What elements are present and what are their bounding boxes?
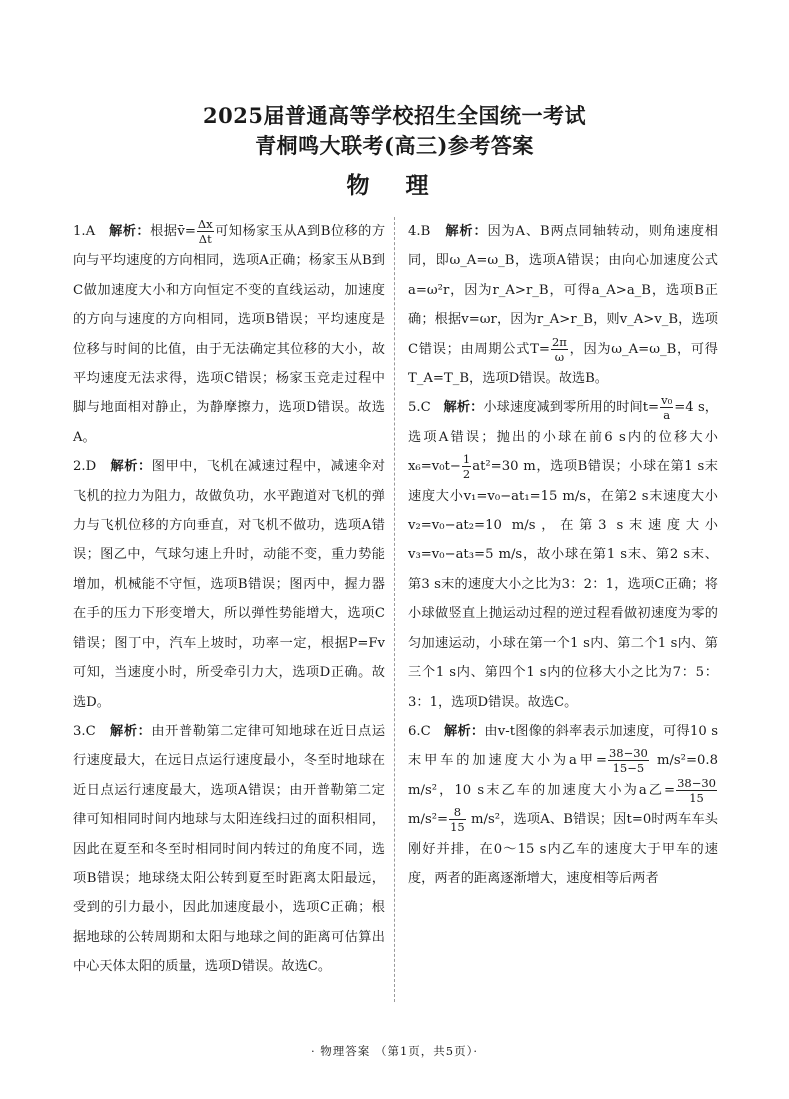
answer-text: 由v-t图像的斜率表示加速度，可得10 s末甲车的加速度大小为a甲= [408, 723, 718, 769]
fraction [449, 805, 466, 834]
analysis-label: 解析： [443, 400, 484, 416]
fraction [197, 217, 214, 246]
analysis-label: 解析： [444, 723, 485, 739]
answer-number: 1.A [73, 224, 96, 239]
numerator: 38−30 [677, 775, 716, 790]
answer-1 [73, 217, 385, 452]
exam-title: 2025届普通高等学校招生全国统一考试 [203, 103, 586, 128]
page-footer: · 物理答案 （第1页，共5页）· [310, 1044, 478, 1058]
fraction [462, 452, 471, 481]
subject-title: 物 理 [346, 172, 443, 199]
answer-2 [73, 452, 385, 717]
answer-number: 4.B [408, 224, 431, 239]
numerator: 8 [449, 805, 466, 820]
answer-text: =4 s，选项A错误；抛出的小球在前6 s内的位移大小x₆=v₀t− [408, 400, 718, 475]
answer-6 [408, 717, 718, 893]
fraction [608, 746, 649, 775]
denominator: Δt [198, 232, 212, 246]
denominator: 15 [689, 790, 704, 805]
numerator: 2π [551, 334, 567, 349]
answer-text: at²=30 m，选项B错误；小球在第1 s末速度大小v₁=v₀−at₁=15 m/s，在第2 s末速度大小v₂=v₀−at₂=10 m/s，在第3 s末速度大小v₃=v₀−at₃=5 m/s，故小球在第1 s末、第2 s末、第3 s末的速度大小之比为3：2：1，选项C正确；将小球做竖直上抛运动过程的逆过程看做初速度为零的匀加速运动，小球在第一个1 s内、第二个1 s内、第三个1 s内、第四个1 s内的位移大小之比为7：5：3：1，选项D错误。故选C。 [408, 459, 718, 710]
fraction [676, 776, 717, 805]
fraction [551, 335, 568, 364]
right-column [408, 217, 718, 893]
formula: v̄= [177, 224, 196, 239]
answer-5 [408, 393, 718, 716]
answer-text: 图甲中，飞机在减速过程中，减速伞对飞机的拉力为阻力，故做负功，水平跑道对飞机的弹力与飞机位移的方向垂直，对飞机不做功，选项A错误；图乙中，气球匀速上升时，动能不变，重力势能增加，机械能不守恒，选项B错误；图丙中，握力器在手的压力下形变增大，所以弹性势能增大，选项C错误；图丁中，汽车上坡时，功率一定，根据P=Fv可知，当速度小时，所受牵引力大，选项D正确。故选D。 [73, 459, 386, 710]
answer-number: 5.C [408, 400, 431, 416]
column-divider [394, 217, 395, 1002]
denominator: 2 [462, 467, 471, 482]
denominator: a [663, 408, 671, 423]
analysis-label: 解析： [110, 459, 152, 475]
denominator: 15−5 [612, 761, 645, 776]
answer-text: ，因为ω_A=ω_B，可得T_A=T_B，选项D错误。故选B。 [408, 341, 718, 387]
exam-subtitle: 青桐鸣大联考(高三)参考答案 [255, 133, 534, 158]
answer-text: 根据 [150, 224, 178, 239]
left-column [73, 217, 385, 982]
answer-text: m/s²= [408, 812, 449, 828]
answer-4 [408, 217, 718, 393]
numerator: Δx [197, 217, 213, 231]
answer-text: 小球速度减到零所用的时间t= [483, 400, 660, 416]
denominator: ω [554, 349, 565, 364]
analysis-label: 解析： [445, 224, 488, 239]
numerator: v₀ [661, 393, 673, 408]
answer-text: 由开普勒第二定律可知地球在近日点运行速度最大，在远日点运行速度最小，冬至时地球在近日点运行速度最大，选项A错误；由开普勒第二定律可知相同时间内地球与太阳连线扫过的面积相同，因此在夏至和冬至时相同时间内转过的角度不同，选项B错误；地球绕太阳公转到夏至时距离太阳最远，受到的引力最小，因此加速度最小，选项C正确；根据地球的公转周期和太阳与地球之间的距离可估算出中心天体太阳的质量，选项D错误。故选C。 [73, 723, 386, 975]
answer-number: 3.C [73, 723, 96, 739]
answer-text: 可知杨家玉从A到B位移的方向与平均速度的方向相同，选项A正确；杨家玉从B到C做加速度大小和方向恒定不变的直线运动，加速度的方向与速度的方向相同，选项B错误；平均速度是位移与时间的比值，由于无法确定其位移的大小，故平均速度无法求得，选项C错误；杨家玉竞走过程中脚与地面相对静止，为静摩擦力，选项D错误。故选A。 [73, 224, 386, 445]
answer-text: 因为A、B两点同轴转动，则角速度相同，即ω_A=ω_B，选项A错误；由向心加速度公式a=ω²r，因为r_A>r_B，可得a_A>a_B，选项B正确；根据v=ωr，因为r_A>r_B，则v_A>v_B，选项C错误；由周期公式T= [408, 224, 718, 357]
answer-number: 2.D [73, 459, 97, 475]
answer-3 [73, 717, 385, 982]
numerator: 1 [462, 452, 471, 467]
analysis-label: 解析： [110, 723, 152, 739]
answer-number: 6.C [408, 723, 431, 739]
numerator: 38−30 [608, 746, 648, 761]
answer-text: m/s²，选项A、B错误；因t=0时两车车头刚好并排，在0～15 s内乙车的速度大于甲车的速度，两者的距离逐渐增大，速度相等后两者 [408, 812, 718, 886]
answer-text: m/s²=0.8 m/s²，10 s末乙车的加速度大小为a乙= [408, 753, 718, 798]
fraction [660, 393, 673, 422]
analysis-label: 解析： [109, 224, 151, 239]
denominator: 15 [450, 820, 465, 835]
